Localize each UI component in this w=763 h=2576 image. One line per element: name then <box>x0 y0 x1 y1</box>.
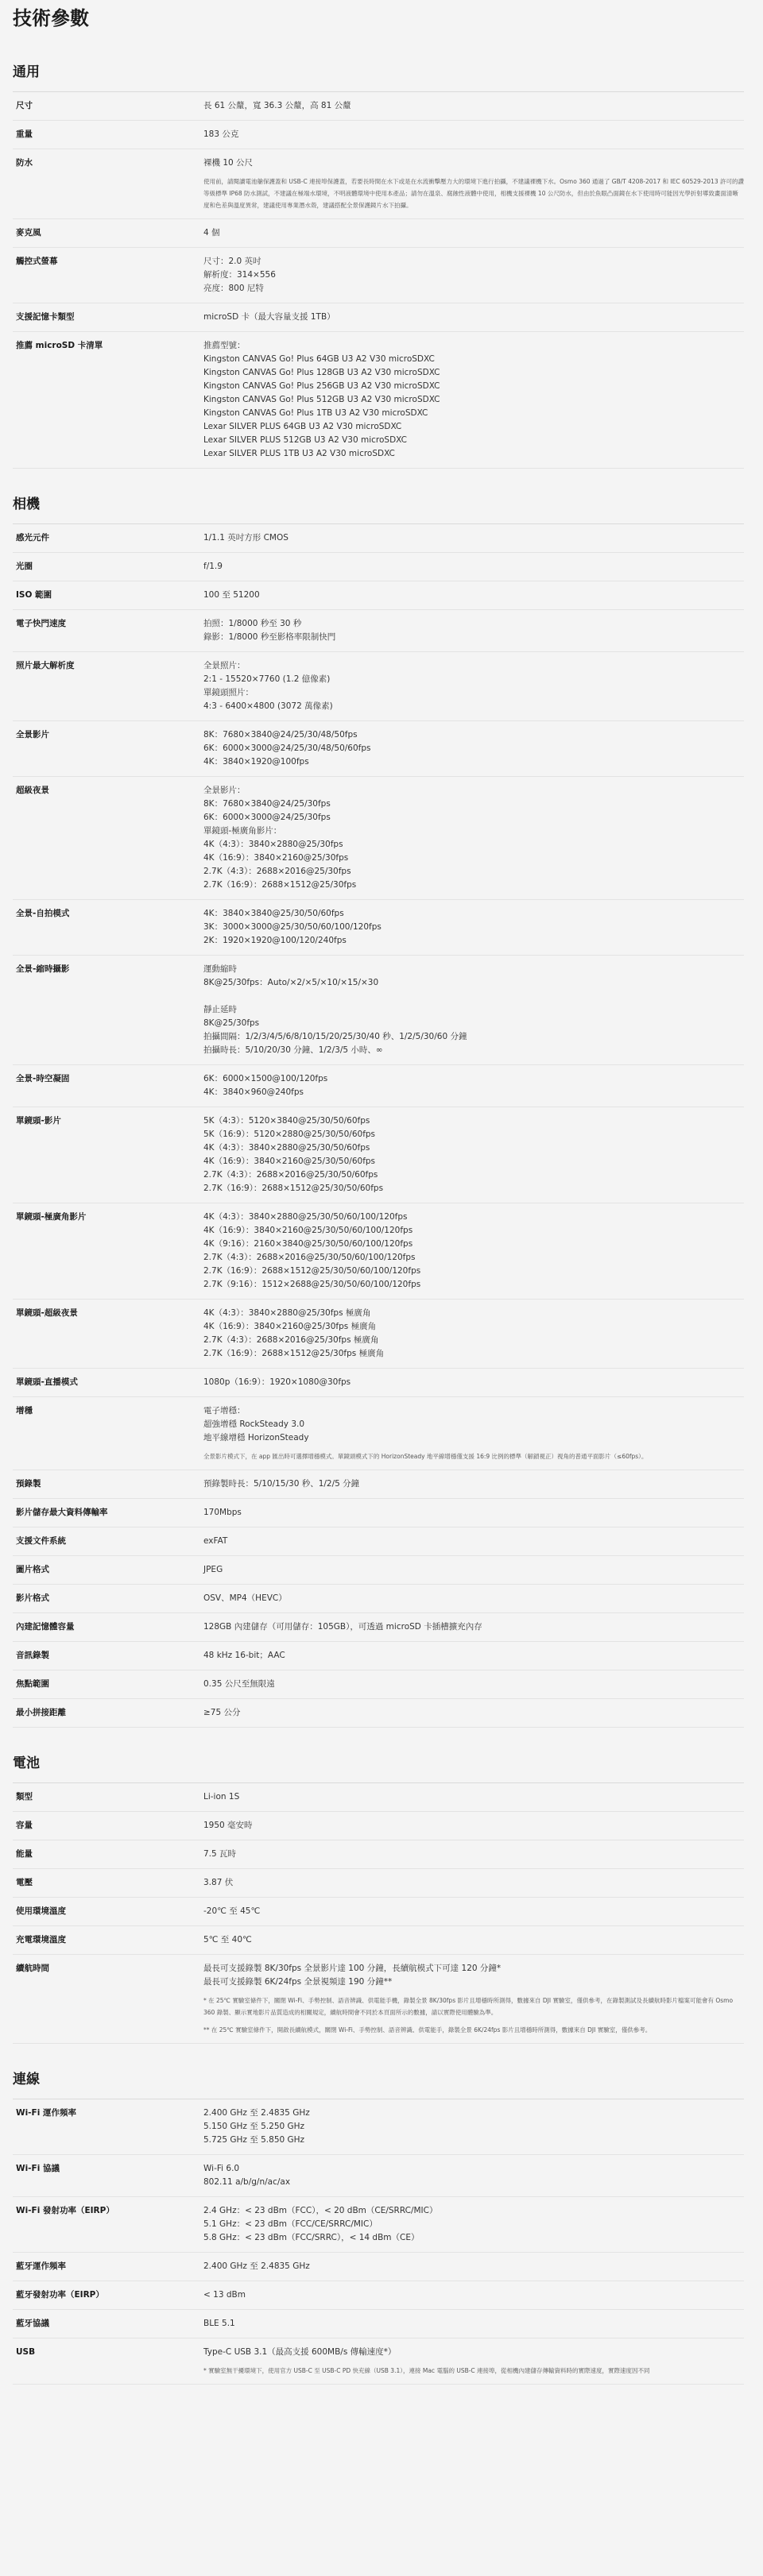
spec-value-line: 拍攝時長：5/10/20/30 分鐘、1/2/3/5 小時、∞ <box>203 1045 383 1055</box>
spec-value-line <box>203 990 744 1003</box>
spec-value-line: exFAT <box>203 1536 228 1546</box>
spec-value-line: Lexar SILVER PLUS 512GB U3 A2 V30 microSDXC <box>203 435 407 445</box>
spec-value-line: 1950 毫安時 <box>203 1821 253 1830</box>
spec-row <box>13 2338 744 2385</box>
spec-value-line: 6K：6000×3000@24/25/30/48/50/60fps <box>203 743 371 753</box>
spec-value-line: 亮度：800 尼特 <box>203 284 264 293</box>
spec-value <box>203 907 744 948</box>
spec-value <box>203 728 744 769</box>
spec-value-line: Kingston CANVAS Go! Plus 128GB U3 A2 V30 microSDXC <box>203 368 440 377</box>
spec-row <box>13 1869 744 1898</box>
spec-value-line: Li-ion 1S <box>203 1792 240 1802</box>
spec-value-line: Kingston CANVAS Go! Plus 1TB U3 A2 V30 microSDXC <box>203 408 428 418</box>
spec-value <box>203 1848 744 1861</box>
spec-value <box>203 255 744 295</box>
spec-value-line: 推薦型號： <box>203 341 246 350</box>
spec-value-line: 4 個 <box>203 228 220 238</box>
spec-value-line: 5K（4:3）：5120×3840@25/30/50/60fps <box>203 1116 370 1126</box>
spec-value <box>203 1506 744 1520</box>
spec-footnote: ** 在 25℃ 實驗室條件下，開啟長續航模式，關閉 Wi-Fi、手勢控制、語音辨識、供電能手，錄製全景 6K/24fps 影片且增穩時所測得，數據來自 DJI 實驗室，僅供參考。 <box>203 2026 652 2033</box>
spec-value-line: 4K（4:3）：3840×2880@25/30/50/60fps <box>203 1143 370 1153</box>
spec-value-line: 4K：3840×3840@25/30/50/60fps <box>203 909 344 918</box>
spec-row <box>13 2310 744 2338</box>
spec-label: ISO 範圍 <box>16 590 52 600</box>
spec-value <box>203 1905 744 1918</box>
spec-value-line: 100 至 51200 <box>203 590 260 600</box>
spec-value-line: 2.7K（9:16）：1512×2688@25/30/50/60/100/120fps <box>203 1280 421 1289</box>
spec-value-line: 802.11 a/b/g/n/ac/ax <box>203 2177 291 2187</box>
spec-value <box>203 1790 744 1804</box>
spec-row <box>13 1300 744 1369</box>
spec-label: 推薦 microSD 卡清單 <box>16 341 103 350</box>
spec-label: 照片最大解析度 <box>16 661 75 670</box>
spec-value-line: 4K（16:9）：3840×2160@25/30/50/60fps <box>203 1157 376 1166</box>
spec-value-line: 3.87 伏 <box>203 1878 234 1887</box>
spec-label: 音訊錄製 <box>16 1651 49 1660</box>
spec-row <box>13 1065 744 1107</box>
spec-value <box>203 226 744 240</box>
spec-value <box>203 531 744 545</box>
spec-value-line: 183 公克 <box>203 129 239 139</box>
spec-value <box>203 99 744 113</box>
spec-value-line: 單鏡頭-極廣角影片： <box>203 826 282 836</box>
spec-row <box>13 1397 744 1470</box>
spec-value-line: Lexar SILVER PLUS 64GB U3 A2 V30 microSDXC <box>203 422 402 431</box>
spec-value-line: f/1.9 <box>203 562 223 571</box>
spec-footnote: * 實驗室無干擾環境下，使用官方 USB-C 至 USB-C PD 快充線（USB 3.1），連接 Mac 電腦的 USB-C 連接埠，從相機內建儲存傳輸資料時的實際速度，實際速度因不同 <box>203 2367 650 2374</box>
spec-value-line: 7.5 瓦時 <box>203 1849 237 1859</box>
spec-value-line: 5.150 GHz 至 5.250 GHz <box>203 2122 305 2131</box>
spec-value-line: 3K：3000×3000@25/30/50/60/100/120fps <box>203 922 382 932</box>
spec-label: 容量 <box>16 1821 33 1830</box>
spec-value-line: Wi-Fi 6.0 <box>203 2164 240 2173</box>
spec-row <box>13 1898 744 1926</box>
spec-value-line: 運動縮時 <box>203 964 237 974</box>
spec-value-line: Type-C USB 3.1（最高支援 600MB/s 傳輸速度*） <box>203 2347 397 2357</box>
spec-label: 續航時間 <box>16 1964 49 1973</box>
spec-label: 超級夜景 <box>16 786 49 795</box>
spec-value <box>203 2260 744 2273</box>
spec-row <box>13 1556 744 1585</box>
spec-value-line: 2.7K（16:9）：2688×1512@25/30fps 極廣角 <box>203 1349 385 1358</box>
spec-label: 藍牙發射功率（EIRP） <box>16 2290 104 2300</box>
spec-value <box>203 1535 744 1548</box>
spec-value-line: 錄影：1/8000 秒至影格率限制快門 <box>203 632 336 642</box>
spec-label: 觸控式螢幕 <box>16 257 58 266</box>
spec-value-line: 5.725 GHz 至 5.850 GHz <box>203 2135 305 2145</box>
spec-value-line: 2.7K（16:9）：2688×1512@25/30/50/60fps <box>203 1184 384 1193</box>
spec-row <box>13 1203 744 1300</box>
spec-value-line: 0.35 公尺至無限遠 <box>203 1679 275 1689</box>
spec-value <box>203 1563 744 1577</box>
spec-value-line: 8K@25/30fps：Auto/×2/×5/×10/×15/×30 <box>203 978 379 987</box>
spec-label: 單鏡頭-直播模式 <box>16 1377 78 1387</box>
spec-value <box>203 1962 744 2036</box>
spec-row <box>13 1812 744 1840</box>
spec-value <box>203 589 744 602</box>
spec-value-line: 2.7K（4:3）：2688×2016@25/30fps 極廣角 <box>203 1335 379 1345</box>
spec-value <box>203 1376 744 1389</box>
spec-value-line: 2K：1920×1920@100/120/240fps <box>203 936 347 945</box>
spec-value-line: 全景照片： <box>203 661 246 670</box>
spec-value-line: 2.7K（16:9）：2688×1512@25/30/50/60/100/120fps <box>203 1266 421 1276</box>
spec-value-line: 尺寸：2.0 英吋 <box>203 257 261 266</box>
spec-label: USB <box>16 2347 36 2357</box>
spec-label: 支援記憶卡類型 <box>16 312 75 322</box>
spec-value-line: 最長可支援錄製 6K/24fps 全景視頻達 190 分鐘** <box>203 1977 393 1987</box>
spec-label: Wi-Fi 運作頻率 <box>16 2108 76 2118</box>
spec-value <box>203 1649 744 1663</box>
spec-value-line: 6K：6000×1500@100/120fps <box>203 1074 328 1083</box>
spec-value <box>203 1114 744 1195</box>
spec-value-line: 5K（16:9）：5120×2880@25/30/50/60fps <box>203 1130 376 1139</box>
spec-value-line: 拍照：1/8000 秒至 30 秒 <box>203 619 302 628</box>
spec-row <box>13 610 744 652</box>
spec-row <box>13 1369 744 1397</box>
spec-value <box>203 1706 744 1720</box>
spec-value-line: 8K：7680×3840@24/25/30fps <box>203 799 331 809</box>
spec-value-line: 4K（9:16）：2160×3840@25/30/50/60/100/120fps <box>203 1239 413 1249</box>
spec-value <box>203 2317 744 2331</box>
spec-section <box>13 37 744 469</box>
spec-value-line: 1/1.1 英吋方形 CMOS <box>203 533 289 543</box>
spec-value-line: 4K：3840×1920@100fps <box>203 757 309 767</box>
spec-value <box>203 784 744 892</box>
spec-value-line: -20℃ 至 45℃ <box>203 1906 261 1916</box>
spec-value <box>203 1620 744 1634</box>
spec-label: 藍牙運作頻率 <box>16 2261 66 2271</box>
spec-value-line: 解析度：314×556 <box>203 270 276 280</box>
spec-row <box>13 219 744 248</box>
spec-label: 圖片格式 <box>16 1565 49 1574</box>
spec-value <box>203 339 744 461</box>
spec-label: 預錄製 <box>16 1479 41 1489</box>
spec-value <box>203 1307 744 1361</box>
spec-value-line: 4K（4:3）：3840×2880@25/30fps 極廣角 <box>203 1308 371 1318</box>
spec-value <box>203 156 744 211</box>
spec-label: 焦點範圍 <box>16 1679 49 1689</box>
spec-value-line: 5.1 GHz：< 23 dBm（FCC/CE/SRRC/MIC） <box>203 2219 378 2229</box>
spec-row <box>13 1955 744 2044</box>
spec-value-line: BLE 5.1 <box>203 2319 235 2328</box>
spec-value-line: 4K（16:9）：3840×2160@25/30fps <box>203 853 349 863</box>
spec-row <box>13 332 744 469</box>
spec-label: 電壓 <box>16 1878 33 1887</box>
spec-row <box>13 121 744 149</box>
spec-value <box>203 1678 744 1691</box>
spec-value <box>203 1933 744 1947</box>
spec-row <box>13 149 744 219</box>
spec-value-line: 4K（16:9）：3840×2160@25/30/50/60/100/120fps <box>203 1226 413 1235</box>
spec-value <box>203 1592 744 1605</box>
spec-row <box>13 777 744 900</box>
spec-value <box>203 2346 744 2377</box>
spec-row <box>13 248 744 303</box>
spec-label: 單鏡頭-極廣角影片 <box>16 1212 87 1222</box>
spec-section <box>13 1728 744 2044</box>
spec-label: 電子快門速度 <box>16 619 66 628</box>
spec-value-line: 2.400 GHz 至 2.4835 GHz <box>203 2261 310 2271</box>
spec-value <box>203 659 744 713</box>
spec-value-line: JPEG <box>203 1565 223 1574</box>
spec-value-line: 170Mbps <box>203 1508 242 1517</box>
spec-value <box>203 1477 744 1491</box>
spec-label: 類型 <box>16 1792 33 1802</box>
spec-row <box>13 581 744 610</box>
spec-label: 最小拼接距離 <box>16 1708 66 1717</box>
spec-value-line: 電子增穩： <box>203 1406 246 1415</box>
spec-value-line: 5.8 GHz：< 23 dBm（FCC/SRRC），< 14 dBm（CE） <box>203 2233 420 2242</box>
spec-row <box>13 2155 744 2197</box>
spec-row <box>13 1783 744 1812</box>
spec-value-line: 4K（4:3）：3840×2880@25/30/50/60/100/120fps <box>203 1212 408 1222</box>
spec-value-line: 最長可支援錄製 8K/30fps 全景影片達 100 分鐘，長續航模式下可達 120 分鐘* <box>203 1964 502 1973</box>
spec-value-line: Kingston CANVAS Go! Plus 512GB U3 A2 V30 microSDXC <box>203 395 440 404</box>
spec-label: 影片格式 <box>16 1593 49 1603</box>
spec-value-line: 2.7K（4:3）：2688×2016@25/30/50/60fps <box>203 1170 378 1180</box>
spec-value-line: 2.400 GHz 至 2.4835 GHz <box>203 2108 310 2118</box>
spec-value-line: 5℃ 至 40℃ <box>203 1935 252 1945</box>
spec-row <box>13 1470 744 1499</box>
spec-row <box>13 1527 744 1556</box>
spec-value-line: 4K（16:9）：3840×2160@25/30fps 極廣角 <box>203 1322 377 1331</box>
spec-label: 防水 <box>16 158 33 168</box>
spec-value-line: 4K（4:3）：3840×2880@25/30fps <box>203 840 343 849</box>
spec-label: 全景-縮時攝影 <box>16 964 70 974</box>
spec-value-line: microSD 卡（最大容量支援 1TB） <box>203 312 335 322</box>
spec-value-line: 超強增穩 RockSteady 3.0 <box>203 1419 305 1429</box>
spec-row <box>13 1107 744 1203</box>
spec-row <box>13 1840 744 1869</box>
spec-value-line: OSV、MP4（HEVC） <box>203 1593 287 1603</box>
spec-label: 單鏡頭-影片 <box>16 1116 61 1126</box>
spec-label: 全景影片 <box>16 730 49 740</box>
spec-row <box>13 900 744 956</box>
spec-value-line: < 13 dBm <box>203 2290 246 2300</box>
spec-label: 增穩 <box>16 1406 33 1415</box>
spec-label: 光圈 <box>16 562 33 571</box>
spec-label: 使用環境溫度 <box>16 1906 66 1916</box>
spec-label: 單鏡頭-超級夜景 <box>16 1308 78 1318</box>
spec-section <box>13 2044 744 2385</box>
spec-row <box>13 1585 744 1613</box>
spec-value-line: Kingston CANVAS Go! Plus 64GB U3 A2 V30 microSDXC <box>203 354 435 364</box>
spec-row <box>13 1613 744 1642</box>
spec-value <box>203 2107 744 2147</box>
spec-value <box>203 1072 744 1099</box>
spec-value-line: 單鏡頭照片： <box>203 688 254 697</box>
spec-value <box>203 311 744 324</box>
spec-label: Wi-Fi 協議 <box>16 2164 60 2173</box>
spec-row <box>13 1926 744 1955</box>
spec-label: 全景-自拍模式 <box>16 909 70 918</box>
spec-value-line: 4:3 - 6400×4800 (3072 萬像素) <box>203 701 333 711</box>
spec-row <box>13 1670 744 1699</box>
section-title: 相機 <box>13 469 744 524</box>
spec-row <box>13 652 744 721</box>
spec-value-line: 6K：6000×3000@24/25/30fps <box>203 813 331 822</box>
spec-value-line: 128GB 內建儲存（可用儲存：105GB），可透過 microSD 卡插槽擴充內存 <box>203 1622 482 1632</box>
spec-value-line: 2.7K（4:3）：2688×2016@25/30/50/60/100/120fps <box>203 1253 416 1262</box>
spec-row <box>13 1699 744 1728</box>
spec-label: 全景-時空凝固 <box>16 1074 70 1083</box>
spec-value <box>203 617 744 644</box>
spec-label: 尺寸 <box>16 101 33 110</box>
spec-value <box>203 963 744 1057</box>
page-title: 技術參數 <box>13 7 89 29</box>
spec-value-line: 4K：3840×960@240fps <box>203 1087 304 1097</box>
spec-row <box>13 2281 744 2310</box>
spec-row <box>13 956 744 1065</box>
spec-value-line: 預錄製時長：5/10/15/30 秒、1/2/5 分鐘 <box>203 1479 360 1489</box>
spec-label: 藍牙協議 <box>16 2319 49 2328</box>
spec-label: 能量 <box>16 1849 33 1859</box>
section-title: 電池 <box>13 1728 744 1783</box>
spec-label: 支援文件系統 <box>16 1536 66 1546</box>
spec-value-line: 長 61 公釐，寬 36.3 公釐，高 81 公釐 <box>203 101 351 110</box>
spec-value-line: 48 kHz 16-bit；AAC <box>203 1651 285 1660</box>
spec-row <box>13 2099 744 2155</box>
spec-label: 內建記憶體容量 <box>16 1622 75 1632</box>
spec-value-line: 地平線增穩 HorizonSteady <box>203 1433 309 1442</box>
spec-value-line: 拍攝間隔：1/2/3/4/5/6/8/10/15/20/25/30/40 秒、1/2/5/30/60 分鐘 <box>203 1032 467 1041</box>
spec-row <box>13 553 744 581</box>
spec-section <box>13 469 744 1728</box>
spec-footnote: * 在 25℃ 實驗室條件下，關閉 Wi-Fi、手勢控制、語音辨識、供電能手機，錄製全景 8K/30fps 影片且增穩時所測得，數據來自 DJI 實驗室，僅供參考，在錄製測試及長續航時影片檔案可能會有 Osmo 360 錄製、顯示實地影片品質造成的相關規定，續航時間會不同於本頁面所示的數據，請以實際使用體驗為準。 <box>203 1997 734 2016</box>
spec-value-line: 2.7K（4:3）：2688×2016@25/30fps <box>203 867 351 876</box>
spec-row <box>13 1499 744 1527</box>
spec-footnote: 使用前，請閱讀電池艙保護蓋和 USB-C 連接埠保護蓋，若要長時間在水下或是在水流衝擊壓力大的環境下進行拍攝，不建議裸機下水。Osmo 360 通過了 GB/T 4208-2017 和 IEC 60529-2013 許可的讚等級標準 IP68 防水測試，不建議在極端水環境，不明液體環境中使用本產品；請勿在溫泉、腐蝕性液體中使用，相機支援裸機 10 公尺防水，但由於魚眼凸面鏡在水下使用時可能因光學折射導致畫面清晰度和色差與溫度異常，建議使用專業潛水殼，建議搭配全景保護鏡片水下拍攝。 <box>203 178 744 209</box>
spec-row <box>13 92 744 121</box>
spec-value-line: Lexar SILVER PLUS 1TB U3 A2 V30 microSDXC <box>203 449 395 458</box>
spec-row <box>13 2197 744 2253</box>
spec-footnote: 全景影片模式下，在 app 匯出時可選擇增穩模式。單鏡頭模式下的 HorizonSteady 地平線增穩僅支援 16:9 比例的標準（解鎖視正）視角的普通平面影片（≤60fps）。 <box>203 1453 648 1460</box>
spec-label: 重量 <box>16 129 33 139</box>
spec-value-line: ≥75 公分 <box>203 1708 241 1717</box>
spec-label: 麥克風 <box>16 228 41 238</box>
spec-label: 影片儲存最大資料傳輸率 <box>16 1508 108 1517</box>
spec-row <box>13 303 744 332</box>
section-title: 通用 <box>13 37 744 92</box>
spec-value <box>203 2162 744 2189</box>
spec-row <box>13 524 744 553</box>
spec-value-line: 1080p（16:9）：1920×1080@30fps <box>203 1377 351 1387</box>
spec-value <box>203 560 744 574</box>
spec-value <box>203 2204 744 2245</box>
spec-value <box>203 1211 744 1292</box>
spec-row <box>13 721 744 777</box>
spec-value <box>203 1819 744 1833</box>
spec-value-line: 2.4 GHz：< 23 dBm（FCC），< 20 dBm（CE/SRRC/MIC） <box>203 2206 438 2215</box>
spec-value-line: 2.7K（16:9）：2688×1512@25/30fps <box>203 880 357 890</box>
spec-value-line: Kingston CANVAS Go! Plus 256GB U3 A2 V30 microSDXC <box>203 381 440 391</box>
spec-value <box>203 1404 744 1462</box>
spec-value-line: 8K@25/30fps <box>203 1018 260 1028</box>
spec-value <box>203 128 744 141</box>
spec-label: Wi-Fi 發射功率（EIRP） <box>16 2206 114 2215</box>
section-title: 連線 <box>13 2044 744 2099</box>
spec-sections <box>13 37 744 2385</box>
spec-value-line: 8K：7680×3840@24/25/30/48/50fps <box>203 730 358 740</box>
spec-label: 感光元件 <box>16 533 49 543</box>
spec-value <box>203 2288 744 2302</box>
spec-value-line: 裸機 10 公尺 <box>203 158 254 168</box>
spec-value-line: 靜止延時 <box>203 1005 237 1014</box>
spec-value-line: 全景影片： <box>203 786 246 795</box>
spec-value-line: 2:1 - 15520×7760 (1.2 億像素) <box>203 674 331 684</box>
spec-row <box>13 2253 744 2281</box>
spec-row <box>13 1642 744 1670</box>
spec-value <box>203 1876 744 1890</box>
spec-label: 充電環境溫度 <box>16 1935 66 1945</box>
